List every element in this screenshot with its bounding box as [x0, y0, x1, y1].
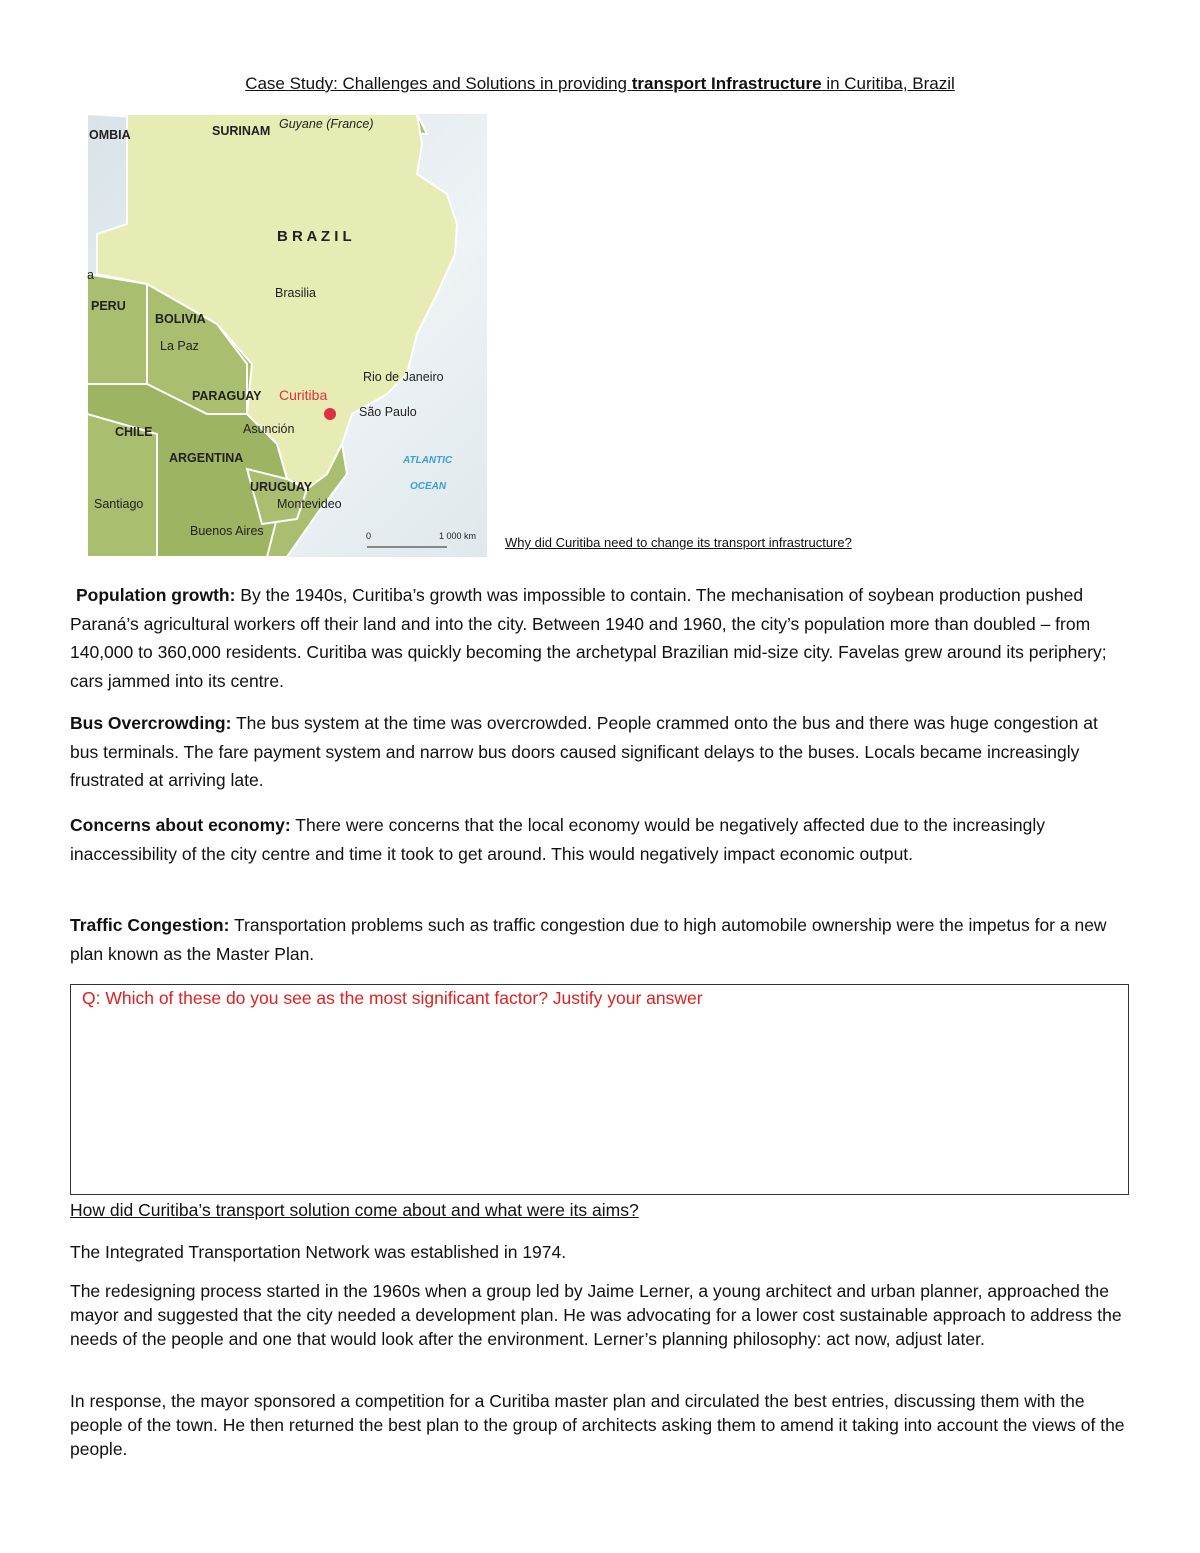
subheading: How did Curitiba’s transport solution come about and what were its aims?: [70, 1200, 639, 1220]
map-label-montevideo: Montevideo: [277, 497, 342, 511]
map-label-asuncion: Asunción: [243, 422, 295, 436]
section-bus-overcrowding: Bus Overcrowding: The bus system at the time was overcrowded. People crammed onto the bus and there was huge congestion at bus terminals. The fare payment system and narrow bus doors caused significant delays to the buses. Locals became increasingly frustrated at arriving late.: [70, 713, 1098, 790]
paragraph-redesign: The redesigning process started in the 1960s when a group led by Jaime Lerner, a young architect and urban planner, approached the mayor and suggested that the city needed a development plan. He was advocating for a lower cost sustainable approach to address the needs of the people and one that would look after the environment. Lerner’s planning philosophy: act now, adjust later.: [70, 1281, 1122, 1349]
page-title: Case Study: Challenges and Solutions in providing transport Infrastructure in Curitiba, Brazil: [245, 74, 955, 93]
map-label-peru: PERU: [91, 299, 126, 313]
map-label-buenos-aires: Buenos Aires: [190, 524, 264, 538]
map-label-chile: CHILE: [115, 425, 153, 439]
map-label-paraguay: PARAGUAY: [192, 389, 262, 403]
map-caption-question: Why did Curitiba need to change its transport infrastructure?: [505, 535, 852, 550]
section-population-growth: Population growth: By the 1940s, Curitiba’s growth was impossible to contain. The mechanisation of soybean production pushed Paraná’s agricultural workers off their land and into the city. Between 1940 and 1960, the city’s population more than doubled – from 140,000 to 360,000 residents. Curitiba was quickly becoming the archetypal Brazilian mid-size city. Favelas grew around its periphery; cars jammed into its centre.: [70, 585, 1107, 691]
map-label-surinam: SURINAM: [212, 124, 271, 138]
map-label-santiago: Santiago: [94, 497, 144, 511]
map-label-bolivia: BOLIVIA: [155, 312, 206, 326]
map-label-brazil: B R A Z I L: [277, 228, 352, 245]
map-label-uruguay: URUGUAY: [250, 480, 313, 494]
map-scale-end: 1 000 km: [439, 531, 477, 541]
map-label-atlantic: ATLANTIC: [403, 455, 453, 466]
map-label-ocean: OCEAN: [410, 481, 447, 492]
paragraph-network: The Integrated Transportation Network was established in 1974.: [70, 1242, 567, 1262]
map-label-la-paz: La Paz: [160, 339, 199, 353]
map-label-brasilia: Brasilia: [275, 286, 316, 300]
map-label-colombia: OMBIA: [89, 128, 131, 142]
map-label-rio: Rio de Janeiro: [363, 370, 444, 384]
map-label-curitiba: Curitiba: [279, 387, 328, 403]
paragraph-competition: In response, the mayor sponsored a competition for a Curitiba master plan and circulated the best entries, discussing them with the people of the town. He then returned the best plan to the group of architects asking them to amend it taking into account the views of the people.: [70, 1391, 1125, 1459]
map-label-a: a: [87, 268, 94, 282]
brazil-map: [87, 114, 487, 557]
section-traffic-congestion: Traffic Congestion: Transportation problems such as traffic congestion due to high automobile ownership were the impetus for a new plan known as the Master Plan.: [70, 915, 1107, 964]
map-label-guyane: Guyane (France): [279, 117, 374, 131]
map-label-sao-paulo: São Paulo: [359, 405, 417, 419]
question-prompt: Q: Which of these do you see as the most significant factor? Justify your answer: [82, 988, 703, 1008]
map-scale-zero: 0: [366, 531, 372, 541]
map-label-argentina: ARGENTINA: [169, 451, 244, 465]
section-economy: Concerns about economy: There were concerns that the local economy would be negatively affected due to the increasingly inaccessibility of the city centre and time it took to get around. This would negatively impact economic output.: [70, 815, 1045, 864]
answer-box[interactable]: [70, 984, 1129, 1195]
